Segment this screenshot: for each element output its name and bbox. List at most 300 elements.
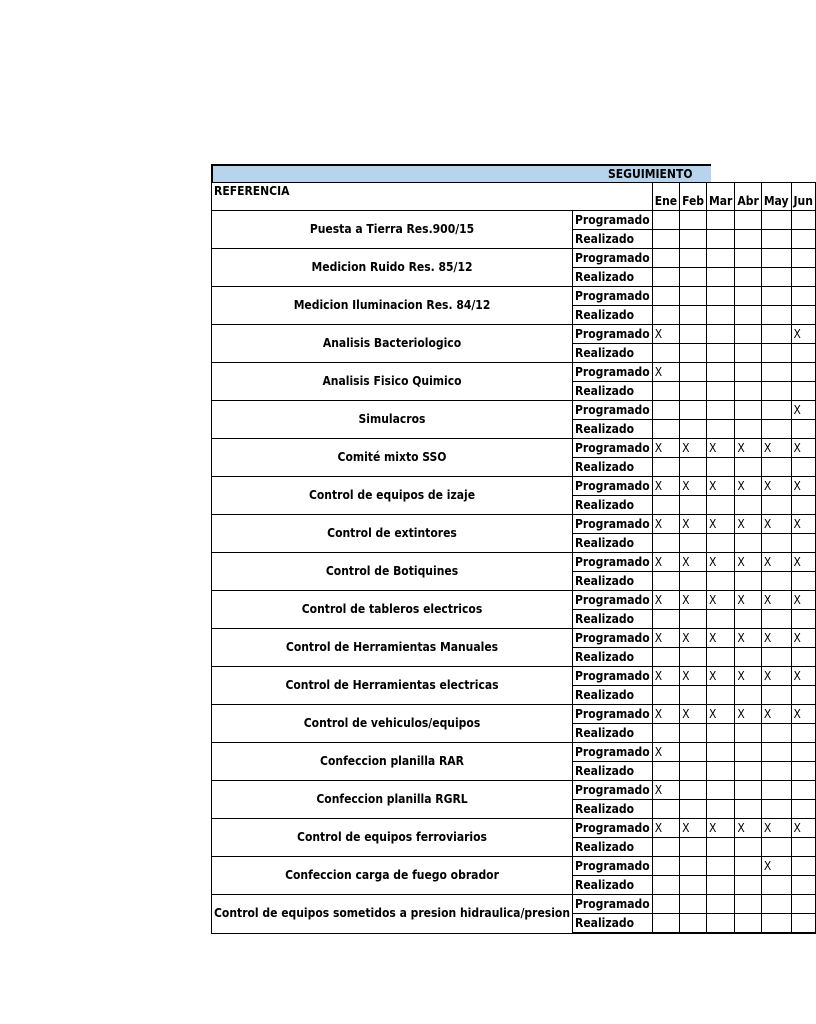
month-cell[interactable]: X [707, 515, 735, 534]
month-cell[interactable] [680, 724, 707, 743]
programado-label: Programado [573, 705, 653, 724]
month-cell[interactable] [652, 895, 679, 914]
month-cell[interactable]: X [652, 667, 679, 686]
month-cell[interactable] [707, 211, 735, 230]
month-cell[interactable] [761, 211, 791, 230]
month-cell[interactable] [791, 800, 815, 819]
month-cell[interactable] [735, 857, 761, 876]
month-cell[interactable]: X [791, 819, 815, 838]
month-cell[interactable] [707, 344, 735, 363]
month-cell[interactable] [707, 686, 735, 705]
month-cell[interactable] [761, 572, 791, 591]
month-cell[interactable] [652, 914, 679, 934]
month-cell[interactable] [652, 401, 679, 420]
month-cell[interactable] [707, 363, 735, 382]
month-cell[interactable] [735, 496, 761, 515]
month-cell[interactable] [761, 781, 791, 800]
programado-label: Programado [573, 857, 653, 876]
month-cell[interactable]: X [761, 439, 791, 458]
month-cell[interactable] [680, 230, 707, 249]
month-cell[interactable] [791, 781, 815, 800]
month-cell[interactable] [761, 686, 791, 705]
month-cell[interactable]: X [652, 781, 679, 800]
realizado-label: Realizado [573, 838, 653, 857]
month-cell[interactable] [791, 838, 815, 857]
month-cell[interactable]: X [680, 439, 707, 458]
month-cell[interactable] [735, 648, 761, 667]
realizado-label: Realizado [573, 458, 653, 477]
month-cell[interactable] [735, 363, 761, 382]
banner-title: SEGUIMIENTO [608, 167, 693, 181]
month-cell[interactable] [652, 686, 679, 705]
month-cell[interactable]: X [680, 819, 707, 838]
month-cell[interactable]: X [680, 705, 707, 724]
month-cell[interactable] [707, 895, 735, 914]
month-cell[interactable] [652, 268, 679, 287]
month-cell[interactable] [680, 420, 707, 439]
month-cell[interactable]: X [680, 667, 707, 686]
month-cell[interactable] [761, 914, 791, 934]
month-cell[interactable] [707, 401, 735, 420]
month-cell[interactable] [761, 724, 791, 743]
month-cell[interactable]: X [791, 553, 815, 572]
month-cell[interactable]: X [735, 819, 761, 838]
month-cell[interactable] [652, 211, 679, 230]
month-cell[interactable] [735, 572, 761, 591]
table-row [212, 211, 816, 230]
table-row [212, 781, 816, 800]
month-cell[interactable] [680, 838, 707, 857]
month-cell[interactable] [791, 230, 815, 249]
month-cell[interactable] [791, 458, 815, 477]
month-cell[interactable] [652, 800, 679, 819]
month-cell[interactable] [761, 382, 791, 401]
month-cell[interactable] [680, 344, 707, 363]
month-cell[interactable] [652, 420, 679, 439]
month-cell[interactable] [761, 610, 791, 629]
month-cell[interactable] [735, 344, 761, 363]
month-cell[interactable]: X [761, 591, 791, 610]
month-cell[interactable]: X [791, 591, 815, 610]
month-cell[interactable] [680, 325, 707, 344]
reference-cell: Control de Herramientas Manuales [212, 629, 573, 667]
month-cell[interactable] [707, 572, 735, 591]
month-cell[interactable] [791, 211, 815, 230]
table-row [212, 895, 816, 914]
month-cell[interactable] [652, 496, 679, 515]
month-cell[interactable]: X [735, 477, 761, 496]
month-cell[interactable] [761, 268, 791, 287]
month-cell[interactable] [735, 306, 761, 325]
programado-label: Programado [573, 211, 653, 230]
month-cell[interactable]: X [791, 439, 815, 458]
month-cell[interactable] [761, 762, 791, 781]
month-cell[interactable]: X [707, 591, 735, 610]
month-cell[interactable] [791, 648, 815, 667]
month-cell[interactable] [707, 458, 735, 477]
month-cell[interactable] [735, 762, 761, 781]
month-cell[interactable]: X [791, 667, 815, 686]
month-cell[interactable] [707, 249, 735, 268]
month-cell[interactable]: X [652, 591, 679, 610]
realizado-label: Realizado [573, 648, 653, 667]
month-cell[interactable]: X [761, 667, 791, 686]
month-cell[interactable] [680, 401, 707, 420]
programado-label: Programado [573, 667, 653, 686]
month-cell[interactable] [652, 230, 679, 249]
realizado-label: Realizado [573, 382, 653, 401]
month-cell[interactable] [680, 306, 707, 325]
month-cell[interactable] [735, 249, 761, 268]
month-cell[interactable] [680, 572, 707, 591]
month-cell[interactable] [761, 287, 791, 306]
month-cell[interactable] [680, 363, 707, 382]
month-cell[interactable] [735, 420, 761, 439]
month-cell[interactable] [680, 382, 707, 401]
month-cell[interactable]: X [652, 439, 679, 458]
month-cell[interactable] [680, 857, 707, 876]
month-cell[interactable] [652, 534, 679, 553]
month-cell[interactable] [680, 496, 707, 515]
reference-cell: Control de extintores [212, 515, 573, 553]
month-cell[interactable]: X [735, 553, 761, 572]
month-cell[interactable] [707, 876, 735, 895]
reference-cell: Control de Herramientas electricas [212, 667, 573, 705]
month-cell[interactable] [707, 743, 735, 762]
month-cell[interactable]: X [680, 515, 707, 534]
month-cell[interactable] [791, 857, 815, 876]
month-cell[interactable]: X [652, 743, 679, 762]
month-cell[interactable] [680, 743, 707, 762]
referencia-header: REFERENCIA [212, 183, 653, 211]
month-cell[interactable] [791, 249, 815, 268]
month-cell[interactable] [680, 610, 707, 629]
month-cell[interactable] [680, 249, 707, 268]
month-cell[interactable] [735, 686, 761, 705]
table-row [212, 705, 816, 724]
month-cell[interactable]: X [680, 477, 707, 496]
month-cell[interactable] [735, 268, 761, 287]
month-cell[interactable] [652, 344, 679, 363]
month-cell[interactable] [707, 800, 735, 819]
month-cell[interactable]: X [680, 553, 707, 572]
reference-cell: Confeccion carga de fuego obrador [212, 857, 573, 895]
month-cell[interactable] [761, 420, 791, 439]
month-cell[interactable] [791, 724, 815, 743]
month-cell[interactable] [761, 534, 791, 553]
month-cell[interactable] [680, 458, 707, 477]
month-cell[interactable] [735, 382, 761, 401]
reference-cell: Analisis Bacteriologico [212, 325, 573, 363]
month-cell[interactable] [761, 306, 791, 325]
month-cell[interactable] [652, 724, 679, 743]
month-cell[interactable] [761, 743, 791, 762]
reference-cell: Puesta a Tierra Res.900/15 [212, 211, 573, 249]
reference-cell: Simulacros [212, 401, 573, 439]
month-cell[interactable] [680, 287, 707, 306]
month-cell[interactable]: X [652, 363, 679, 382]
month-cell[interactable]: X [707, 477, 735, 496]
month-cell[interactable] [735, 876, 761, 895]
month-cell[interactable]: X [707, 553, 735, 572]
month-cell[interactable] [707, 838, 735, 857]
month-cell[interactable] [791, 572, 815, 591]
table-row [212, 439, 816, 458]
month-cell[interactable] [652, 287, 679, 306]
month-cell[interactable] [707, 268, 735, 287]
programado-label: Programado [573, 629, 653, 648]
month-cell[interactable] [707, 287, 735, 306]
realizado-label: Realizado [573, 724, 653, 743]
month-cell[interactable] [761, 401, 791, 420]
programado-label: Programado [573, 743, 653, 762]
programado-label: Programado [573, 553, 653, 572]
month-cell[interactable] [735, 230, 761, 249]
month-cell[interactable]: X [680, 591, 707, 610]
month-cell[interactable] [735, 211, 761, 230]
programado-label: Programado [573, 895, 653, 914]
month-cell[interactable] [791, 762, 815, 781]
month-cell[interactable] [735, 458, 761, 477]
month-cell[interactable] [761, 363, 791, 382]
month-cell[interactable]: X [707, 439, 735, 458]
reference-cell: Medicion Ruido Res. 85/12 [212, 249, 573, 287]
programado-label: Programado [573, 287, 653, 306]
month-cell[interactable] [791, 287, 815, 306]
programado-label: Programado [573, 515, 653, 534]
month-cell[interactable]: X [707, 705, 735, 724]
month-cell[interactable] [761, 230, 791, 249]
table-row [212, 477, 816, 496]
month-cell[interactable] [761, 325, 791, 344]
month-cell[interactable]: X [761, 819, 791, 838]
month-cell[interactable]: X [707, 629, 735, 648]
month-cell[interactable] [707, 534, 735, 553]
month-cell[interactable]: X [761, 629, 791, 648]
reference-cell: Comité mixto SSO [212, 439, 573, 477]
table-row [212, 591, 816, 610]
realizado-label: Realizado [573, 610, 653, 629]
month-cell[interactable] [791, 420, 815, 439]
month-header-mar: Mar [707, 183, 735, 211]
month-cell[interactable]: X [652, 705, 679, 724]
month-cell[interactable]: X [735, 515, 761, 534]
month-cell[interactable] [652, 249, 679, 268]
month-cell[interactable] [735, 895, 761, 914]
month-cell[interactable] [707, 496, 735, 515]
month-cell[interactable] [707, 857, 735, 876]
month-cell[interactable]: X [652, 819, 679, 838]
table-row [212, 553, 816, 572]
month-cell[interactable] [761, 648, 791, 667]
programado-label: Programado [573, 819, 653, 838]
month-cell[interactable] [735, 610, 761, 629]
month-cell[interactable] [652, 648, 679, 667]
month-cell[interactable] [652, 876, 679, 895]
month-cell[interactable] [791, 363, 815, 382]
month-cell[interactable] [652, 306, 679, 325]
month-cell[interactable] [791, 610, 815, 629]
reference-cell: Confeccion planilla RAR [212, 743, 573, 781]
programado-label: Programado [573, 363, 653, 382]
month-cell[interactable] [761, 895, 791, 914]
month-cell[interactable] [735, 325, 761, 344]
month-cell[interactable]: X [761, 857, 791, 876]
month-cell[interactable] [707, 230, 735, 249]
month-cell[interactable] [680, 211, 707, 230]
month-cell[interactable] [652, 382, 679, 401]
month-cell[interactable] [791, 534, 815, 553]
programado-label: Programado [573, 781, 653, 800]
month-cell[interactable]: X [735, 439, 761, 458]
month-cell[interactable] [735, 800, 761, 819]
table-row [212, 249, 816, 268]
table-row [212, 629, 816, 648]
month-cell[interactable]: X [735, 591, 761, 610]
programado-label: Programado [573, 325, 653, 344]
month-cell[interactable] [791, 268, 815, 287]
month-cell[interactable]: X [707, 667, 735, 686]
table-row [212, 743, 816, 762]
month-cell[interactable] [680, 762, 707, 781]
reference-cell: Control de vehiculos/equipos [212, 705, 573, 743]
realizado-label: Realizado [573, 496, 653, 515]
month-cell[interactable] [791, 686, 815, 705]
table-row [212, 667, 816, 686]
month-cell[interactable] [761, 458, 791, 477]
month-cell[interactable]: X [735, 667, 761, 686]
month-cell[interactable]: X [791, 325, 815, 344]
month-cell[interactable] [652, 857, 679, 876]
month-cell[interactable] [791, 344, 815, 363]
month-cell[interactable] [680, 914, 707, 934]
realizado-label: Realizado [573, 534, 653, 553]
month-cell[interactable] [761, 800, 791, 819]
realizado-label: Realizado [573, 762, 653, 781]
table-row [212, 857, 816, 876]
reference-cell: Control de Botiquines [212, 553, 573, 591]
month-cell[interactable] [707, 781, 735, 800]
month-cell[interactable] [680, 876, 707, 895]
month-cell[interactable] [707, 325, 735, 344]
month-cell[interactable]: X [652, 629, 679, 648]
month-cell[interactable] [680, 648, 707, 667]
month-cell[interactable] [652, 572, 679, 591]
month-cell[interactable] [791, 306, 815, 325]
reference-cell: Confeccion planilla RGRL [212, 781, 573, 819]
month-cell[interactable] [791, 743, 815, 762]
month-cell[interactable] [652, 838, 679, 857]
month-cell[interactable]: X [791, 629, 815, 648]
realizado-label: Realizado [573, 800, 653, 819]
month-cell[interactable]: X [735, 629, 761, 648]
table-row [212, 401, 816, 420]
month-cell[interactable]: X [791, 401, 815, 420]
month-header-abr: Abr [735, 183, 761, 211]
month-cell[interactable]: X [707, 819, 735, 838]
month-cell[interactable] [707, 914, 735, 934]
month-cell[interactable] [680, 800, 707, 819]
month-cell[interactable] [735, 724, 761, 743]
month-cell[interactable] [735, 743, 761, 762]
month-cell[interactable] [707, 382, 735, 401]
month-cell[interactable] [707, 610, 735, 629]
month-cell[interactable]: X [761, 477, 791, 496]
month-cell[interactable] [707, 762, 735, 781]
programado-label: Programado [573, 439, 653, 458]
tracking-table [211, 182, 816, 934]
month-cell[interactable] [791, 496, 815, 515]
month-header-ene: Ene [652, 183, 679, 211]
month-cell[interactable]: X [652, 477, 679, 496]
month-cell[interactable] [707, 420, 735, 439]
month-cell[interactable]: X [761, 553, 791, 572]
programado-label: Programado [573, 249, 653, 268]
reference-cell: Medicion Iluminacion Res. 84/12 [212, 287, 573, 325]
realizado-label: Realizado [573, 344, 653, 363]
table-row [212, 515, 816, 534]
month-cell[interactable] [761, 838, 791, 857]
programado-label: Programado [573, 591, 653, 610]
month-cell[interactable] [680, 895, 707, 914]
realizado-label: Realizado [573, 230, 653, 249]
month-cell[interactable] [680, 268, 707, 287]
month-cell[interactable]: X [680, 629, 707, 648]
month-cell[interactable]: X [735, 705, 761, 724]
reference-cell: Control de tableros electricos [212, 591, 573, 629]
month-cell[interactable]: X [761, 705, 791, 724]
month-cell[interactable]: X [652, 553, 679, 572]
tracking-banner [211, 164, 711, 183]
month-cell[interactable] [761, 876, 791, 895]
month-cell[interactable] [791, 382, 815, 401]
month-header-may: May [761, 183, 791, 211]
month-cell[interactable] [652, 762, 679, 781]
table-row [212, 287, 816, 306]
realizado-label: Realizado [573, 572, 653, 591]
month-header-feb: Feb [680, 183, 707, 211]
month-cell[interactable]: X [652, 325, 679, 344]
month-cell[interactable] [791, 876, 815, 895]
month-cell[interactable] [761, 344, 791, 363]
month-cell[interactable] [707, 306, 735, 325]
month-cell[interactable]: X [791, 515, 815, 534]
table-row [212, 325, 816, 344]
month-cell[interactable] [791, 895, 815, 914]
month-cell[interactable] [735, 534, 761, 553]
month-cell[interactable] [735, 287, 761, 306]
month-cell[interactable] [652, 610, 679, 629]
month-cell[interactable] [735, 914, 761, 934]
month-cell[interactable] [735, 781, 761, 800]
month-cell[interactable]: X [791, 477, 815, 496]
month-cell[interactable] [735, 401, 761, 420]
month-cell[interactable]: X [652, 515, 679, 534]
month-cell[interactable] [761, 496, 791, 515]
month-cell[interactable] [761, 249, 791, 268]
month-cell[interactable] [652, 458, 679, 477]
month-cell[interactable] [680, 781, 707, 800]
month-cell[interactable] [791, 914, 815, 934]
month-cell[interactable]: X [791, 705, 815, 724]
realizado-label: Realizado [573, 306, 653, 325]
month-cell[interactable] [680, 686, 707, 705]
month-cell[interactable]: X [761, 515, 791, 534]
month-cell[interactable] [707, 648, 735, 667]
month-cell[interactable] [735, 838, 761, 857]
month-cell[interactable] [707, 724, 735, 743]
month-cell[interactable] [680, 534, 707, 553]
